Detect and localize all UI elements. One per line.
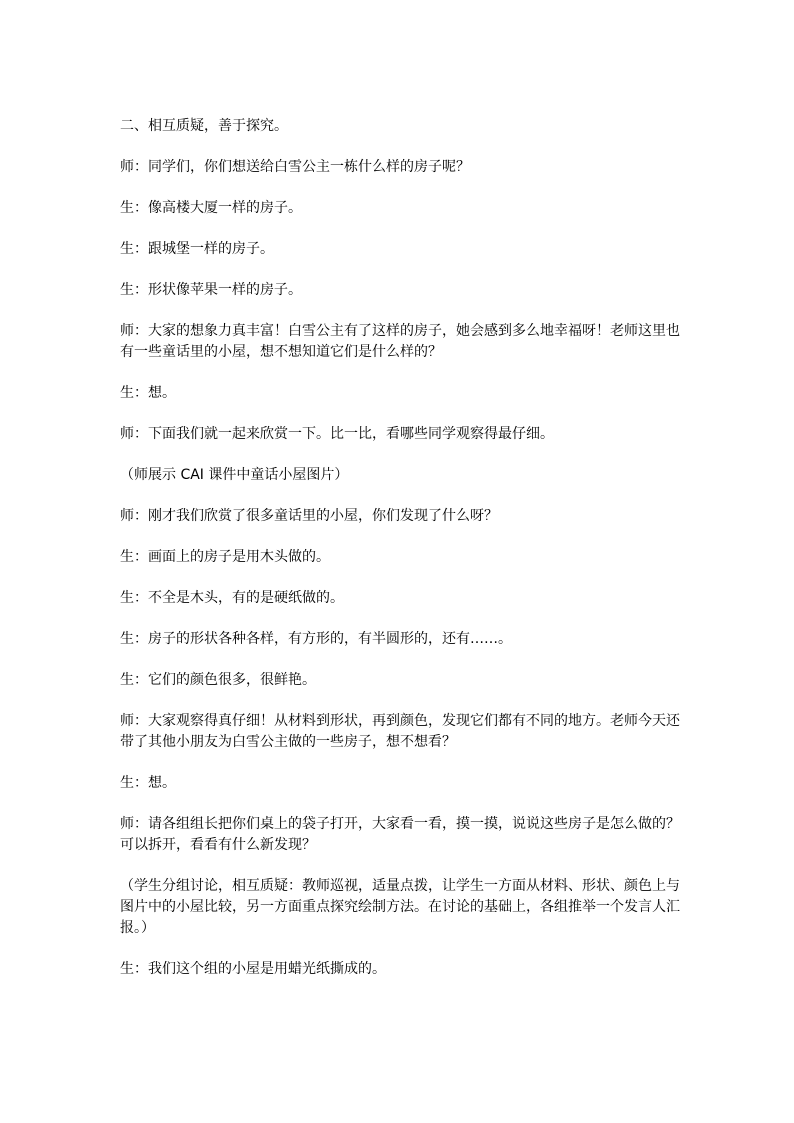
dialogue-line: 生：画面上的房子是用木头做的。 [120, 549, 330, 565]
dialogue-line: 生：想。 [120, 775, 176, 791]
document-body [120, 116, 680, 1000]
dialogue-line: 师：大家观察得真仔细！从材料到形状，再到颜色，发现它们都有不同的地方。老师今天还带了其他小朋友为白雪公主做的一些房子，想不想看？ [120, 713, 680, 750]
stage-note: （师展示 CAI 课件中童话小屋图片） [120, 467, 349, 483]
dialogue-line: 生：它们的颜色很多，很鲜艳。 [120, 672, 316, 688]
section-heading: 二、相互质疑，善于探究。 [120, 118, 288, 134]
dialogue-line: 生：我们这个组的小屋是用蜡光纸撕成的。 [120, 961, 386, 977]
stage-note: （学生分组讨论，相互质疑：教师巡视，适量点拨，让学生一方面从材料、形状、颜色上与图片中的小屋比较，另一方面重点探究绘制方法。在讨论的基础上，各组推举一个发言人汇报。） [120, 878, 680, 936]
dialogue-line: 生：像高楼大厦一样的房子。 [120, 200, 302, 216]
dialogue-line: 师：请各组组长把你们桌上的袋子打开，大家看一看，摸一摸，说说这些房子是怎么做的？可以拆开，看看有什么新发现？ [120, 816, 680, 853]
dialogue-line: 生：房子的形状各种各样，有方形的，有半圆形的，还有……。 [120, 631, 512, 647]
dialogue-line: 生：不全是木头，有的是硬纸做的。 [120, 590, 344, 606]
dialogue-line: 生：跟城堡一样的房子。 [120, 241, 274, 257]
dialogue-line: 生：想。 [120, 385, 176, 401]
dialogue-line: 师：刚才我们欣赏了很多童话里的小屋，你们发现了什么呀？ [120, 508, 498, 524]
dialogue-line: 师：大家的想象力真丰富！白雪公主有了这样的房子，她会感到多么地幸福呀！老师这里也有一些童话里的小屋，想不想知道它们是什么样的？ [120, 323, 680, 360]
dialogue-line: 师：同学们，你们想送给白雪公主一栋什么样的房子呢？ [120, 159, 470, 175]
dialogue-line: 师：下面我们就一起来欣赏一下。比一比，看哪些同学观察得最仔细。 [120, 426, 554, 442]
dialogue-line: 生：形状像苹果一样的房子。 [120, 282, 302, 298]
